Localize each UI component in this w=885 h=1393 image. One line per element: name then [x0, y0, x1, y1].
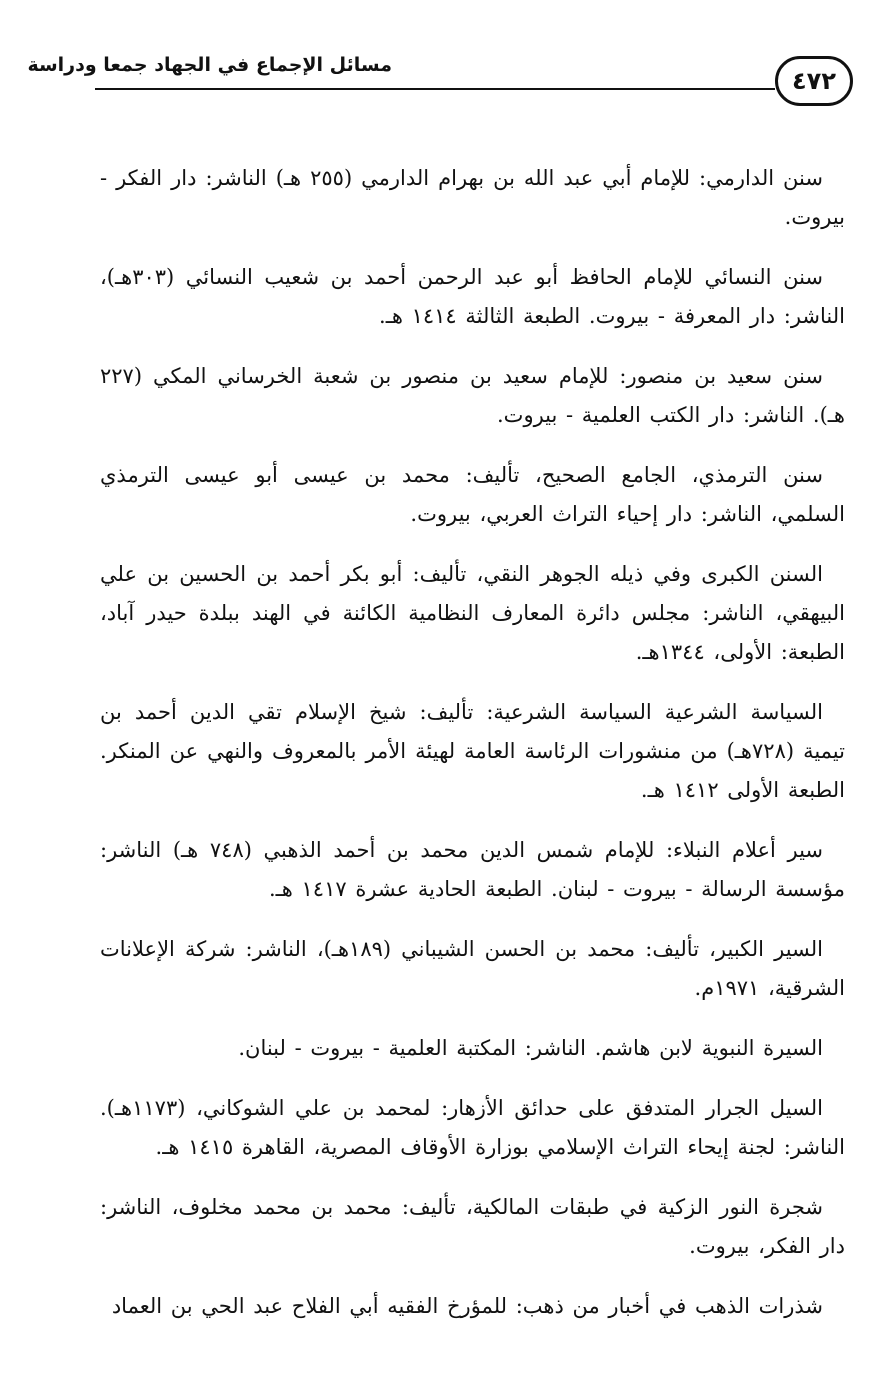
bibliography-entry: سنن النسائي للإمام الحافظ أبو عبد الرحمن أحمد بن شعيب النسائي (٣٠٣هـ)، الناشر: دار المعرفة - بيروت. الطبعة الثالثة ١٤١٤ هـ. — [100, 265, 845, 328]
bibliography-entry: السنن الكبرى وفي ذيله الجوهر النقي، تأليف: أبو بكر أحمد بن الحسين بن علي البيهقي، الناشر: مجلس دائرة المعارف النظامية الكائنة في الهند ببلدة حيدر آباد، الطبعة: الأولى، ١٣٤٤هـ. — [100, 562, 845, 664]
page-number-badge: ٤٧٢ — [775, 56, 853, 106]
bibliography-entry: شجرة النور الزكية في طبقات المالكية، تأليف: محمد بن محمد مخلوف، الناشر: دار الفكر، بيروت. — [100, 1195, 845, 1258]
bibliography-list — [100, 138, 845, 1340]
bibliography-entry: السيل الجرار المتدفق على حدائق الأزهار: لمحمد بن علي الشوكاني، (١١٧٣هـ). الناشر: لجنة إيحاء التراث الإسلامي بوزارة الأوقاف المصرية، القاهرة ١٤١٥ هـ. — [100, 1096, 845, 1159]
bibliography-entry: السياسة الشرعية السياسة الشرعية: تأليف: شيخ الإسلام تقي الدين أحمد بن تيمية (٧٢٨هـ) من منشورات الرئاسة العامة لهيئة الأمر بالمعروف والنهي عن المنكر. الطبعة الأولى ١٤١٢ هـ. — [100, 700, 845, 802]
bibliography-entry: السيرة النبوية لابن هاشم. الناشر: المكتبة العلمية - بيروت - لبنان. — [238, 1036, 823, 1060]
running-title: مسائل الإجماع في الجهاد جمعا ودراسة — [27, 54, 392, 76]
page-header — [27, 50, 860, 110]
bibliography-entry: سير أعلام النبلاء: للإمام شمس الدين محمد بن أحمد الذهبي (٧٤٨ هـ) الناشر: مؤسسة الرسالة - بيروت - لبنان. الطبعة الحادية عشرة ١٤١٧ هـ. — [100, 838, 845, 901]
bibliography-entry: شذرات الذهب في أخبار من ذهب: للمؤرخ الفقيه أبي الفلاح عبد الحي بن العماد — [111, 1294, 823, 1318]
bibliography-entry: سنن سعيد بن منصور: للإمام سعيد بن منصور بن شعبة الخرساني المكي (٢٢٧ هـ). الناشر: دار الكتب العلمية - بيروت. — [100, 364, 845, 427]
bibliography-entry: سنن الترمذي، الجامع الصحيح، تأليف: محمد بن عيسى أبو عيسى الترمذي السلمي، الناشر: دار إحياء التراث العربي، بيروت. — [100, 463, 845, 526]
bibliography-entry: السير الكبير، تأليف: محمد بن الحسن الشيباني (١٨٩هـ)، الناشر: شركة الإعلانات الشرقية، ١٩٧١م. — [100, 937, 845, 1000]
header-rule — [95, 88, 775, 90]
bibliography-entry: سنن الدارمي: للإمام أبي عبد الله بن بهرام الدارمي (٢٥٥ هـ) الناشر: دار الفكر - بيروت. — [100, 166, 845, 229]
